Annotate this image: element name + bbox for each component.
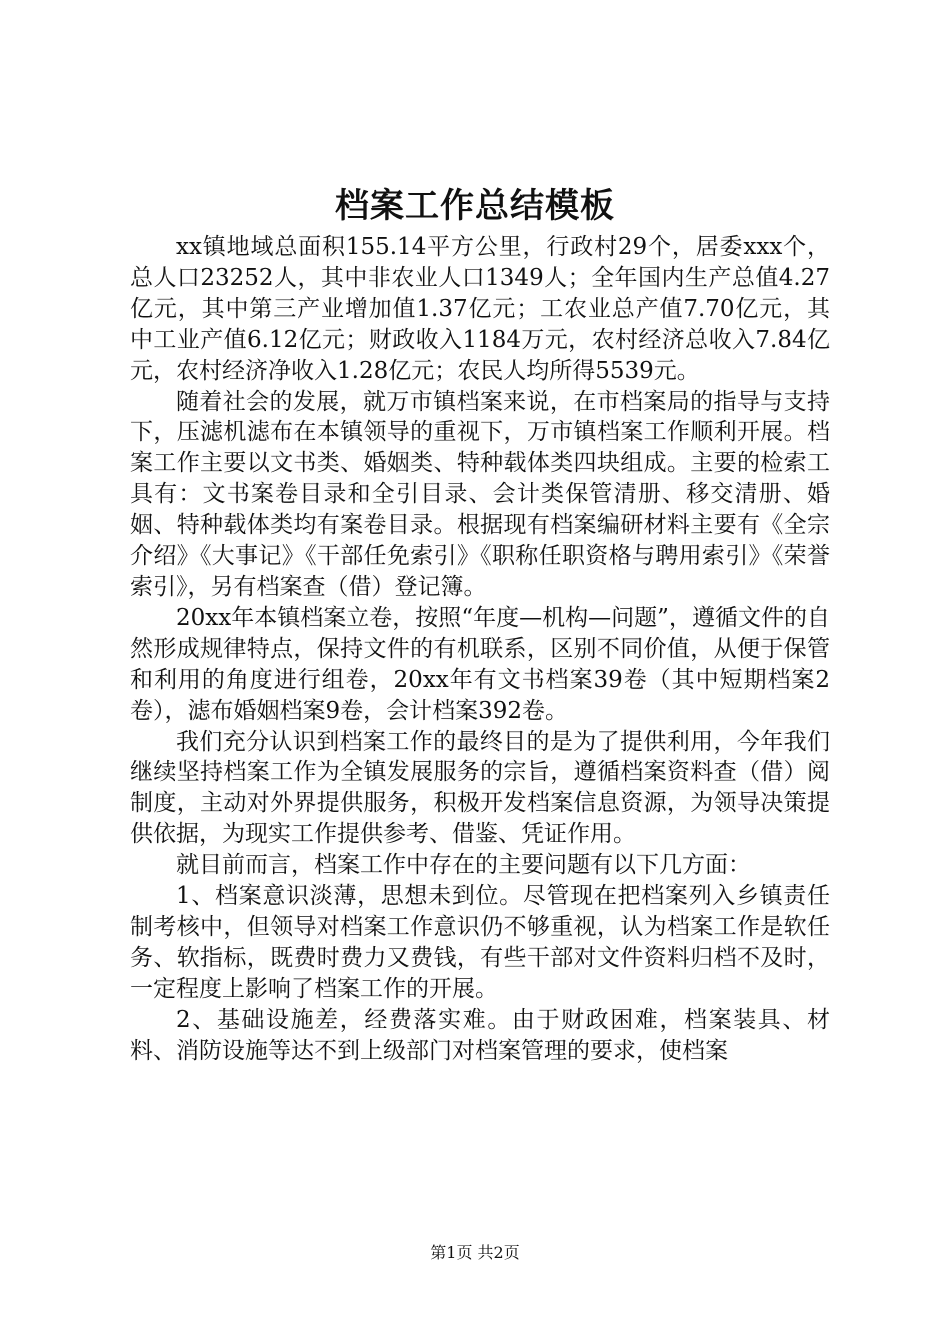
page-number-footer: 第1页 共2页 <box>430 1243 520 1262</box>
paragraph-archive-status: 随着社会的发展，就万市镇档案来说，在市档案局的指导与支持下，压滤机滤布在本镇领导的重视下，万市镇档案工作顺利开展。档案工作主要以文书类、婚姻类、特种载体类四块组成。主要的检索工具有：文书案卷目录和全引目录、会计类保管清册、移交清册、婚姻、特种载体类均有案卷目录。根据现有档案编研材料主要有《全宗介绍》《大事记》《干部任免索引》《职称任职资格与聘用索引》《荣誉索引》，另有档案查（借）登记簿。 <box>130 388 830 600</box>
paragraph-problems-intro: 就目前而言，档案工作中存在的主要问题有以下几方面： <box>176 852 751 879</box>
paragraph-problem-1: 1、档案意识淡薄，思想未到位。尽管现在把档案列入乡镇责任制考核中，但领导对档案工作意识仍不够重视，认为档案工作是软任务、软指标，既费时费力又费钱，有些干部对文件资料归档不及时，一定程度上影响了档案工作的开展。 <box>130 883 830 1002</box>
paragraph-overview: xx镇地域总面积155.14平方公里，行政村29个，居委xxx个，总人口23252人，其中非农业人口1349人；全年国内生产总值4.27亿元，其中第三产业增加值1.37亿元；工农业总产值7.70亿元，其中工业产值6.12亿元；财政收入1184万元，农村经济总收入7.84亿元，农村经济净收入1.28亿元；农民人均所得5539元。 <box>130 234 830 384</box>
document-title: 档案工作总结模板 <box>335 186 615 226</box>
paragraph-utilization: 我们充分认识到档案工作的最终目的是为了提供利用，今年我们继续坚持档案工作为全镇发展服务的宗旨，遵循档案资料查（借）阅制度，主动对外界提供服务，积极开发档案信息资源，为领导决策提供依据，为现实工作提供参考、借鉴、凭证作用。 <box>130 728 830 848</box>
document-body <box>130 232 830 1066</box>
paragraph-problem-2: 2、基础设施差，经费落实难。由于财政困难，档案装具、材料、消防设施等达不到上级部门对档案管理的要求，使档案 <box>130 1006 830 1064</box>
paragraph-filing: 20xx年本镇档案立卷，按照“年度—机构—问题”，遵循文件的自然形成规律特点，保持文件的有机联系，区别不同价值，从便于保管和利用的角度进行组卷，20xx年有文书档案39卷（其中短期档案2卷），滤布婚姻档案9卷，会计档案392卷。 <box>130 604 830 724</box>
